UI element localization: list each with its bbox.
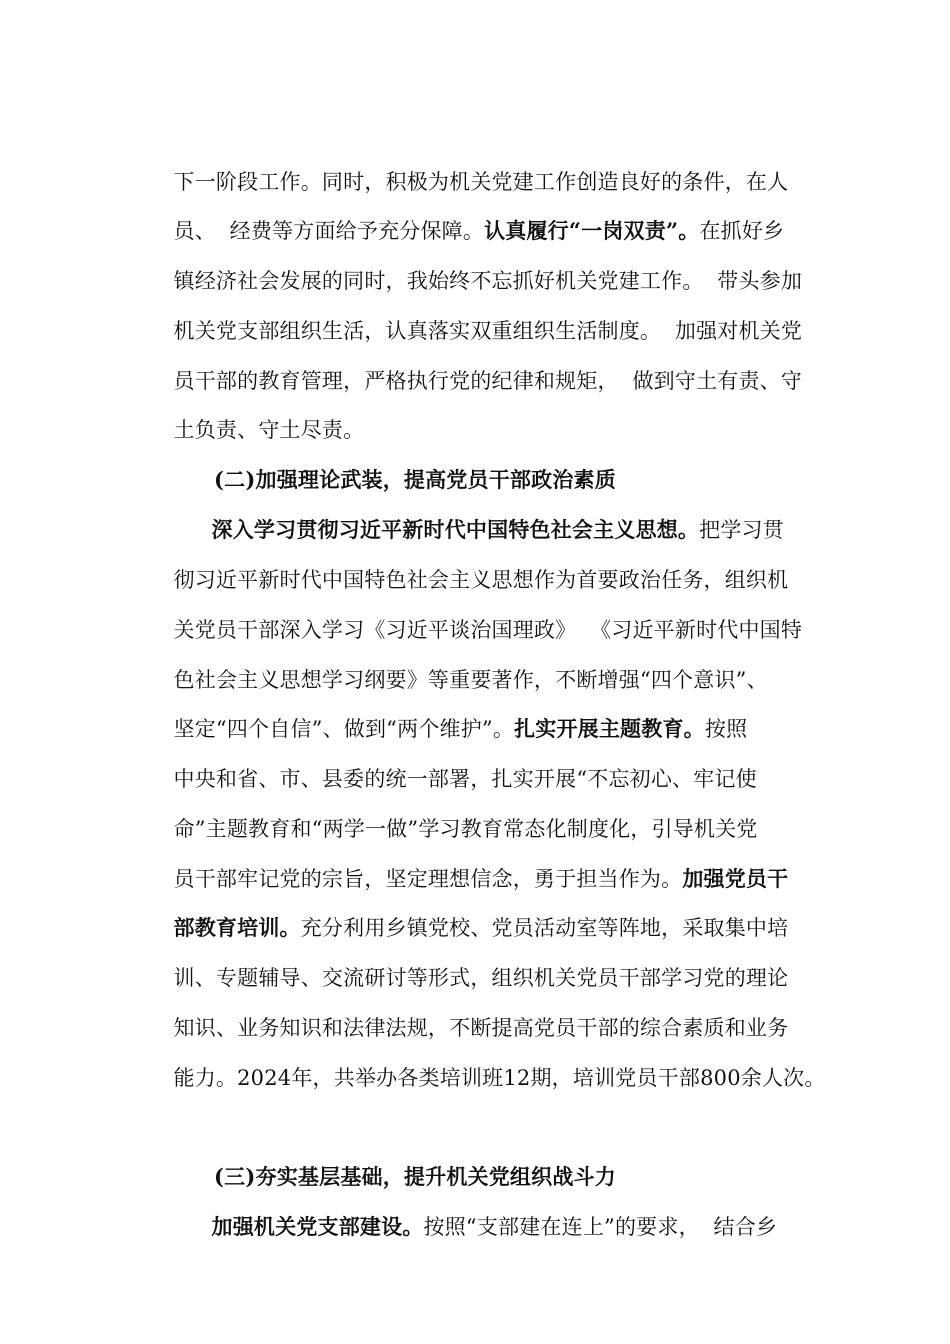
bold-phrase: 认真履行“一岗双责”。 — [484, 218, 700, 243]
bold-phrase: 扎实开展主题教育。 — [514, 716, 705, 741]
section-heading-2: (二)加强理论武装，提高党员干部政治素质 — [214, 467, 616, 492]
paragraph-line: 色社会主义思想学习纲要》等重要著作，不断增强“四个意识”、 — [173, 668, 768, 692]
paragraph-line: 下一阶段工作。同时，积极为机关党建工作创造良好的条件，在人 — [173, 170, 789, 194]
paragraph-line: 坚定“四个自信”、做到“两个维护”。扎实开展主题教育。按照 — [173, 716, 748, 741]
paragraph-line: 土负责、守土尽责。 — [173, 418, 365, 442]
paragraph-line: 部教育培训。充分利用乡镇党校、党员活动室等阵地，采取集中培 — [173, 915, 789, 940]
paragraph-line: 彻习近平新时代中国特色社会主义思想作为首要政治任务，组织机 — [173, 568, 789, 592]
paragraph-line: 深入学习贯彻习近平新时代中国特色社会主义思想。把学习贯 — [211, 517, 784, 542]
paragraph-line: 员、 经费等方面给予充分保障。认真履行“一岗双责”。在抓好乡 — [173, 218, 785, 243]
paragraph-line: 知识、业务知识和法律法规，不断提高党员干部的综合素质和业务 — [173, 1016, 789, 1040]
bold-phrase: 深入学习贯彻习近平新时代中国特色社会主义思想。 — [211, 517, 700, 542]
paragraph-line: 镇经济社会发展的同时，我始终不忘抓好机关党建工作。 带头参加 — [173, 269, 803, 293]
paragraph-line: 机关党支部组织生活，认真落实双重组织生活制度。 加强对机关党 — [173, 319, 803, 343]
paragraph-line: 命”主题教育和“两学一做”学习教育常态化制度化，引导机关党 — [173, 817, 758, 841]
paragraph-line: 中央和省、市、县委的统一部署，扎实开展“不忘初心、牢记使 — [173, 767, 757, 791]
paragraph-line: 员干部牢记党的宗旨，坚定理想信念，勇于担当作为。加强党员干 — [173, 866, 789, 891]
paragraph-line: 能力。2024年，共举办各类培训班12期，培训党员干部800余人次。 — [173, 1066, 826, 1090]
bold-phrase: 部教育培训。 — [173, 915, 301, 940]
bold-phrase: 加强机关党支部建设。 — [211, 1214, 424, 1239]
paragraph-line: 加强机关党支部建设。按照“支部建在连上”的要求， 结合乡 — [211, 1214, 778, 1239]
section-heading-3: (三)夯实基层基础，提升机关党组织战斗力 — [214, 1164, 616, 1189]
paragraph-line: 关党员干部深入学习《习近平谈治国理政》 《习近平新时代中国特 — [173, 618, 803, 642]
paragraph-line: 员干部的教育管理，严格执行党的纪律和规矩， 做到守土有责、守 — [173, 369, 803, 393]
bold-phrase: 加强党员干 — [682, 866, 789, 891]
paragraph-line: 训、专题辅导、交流研讨等形式，组织机关党员干部学习党的理论 — [173, 966, 789, 990]
